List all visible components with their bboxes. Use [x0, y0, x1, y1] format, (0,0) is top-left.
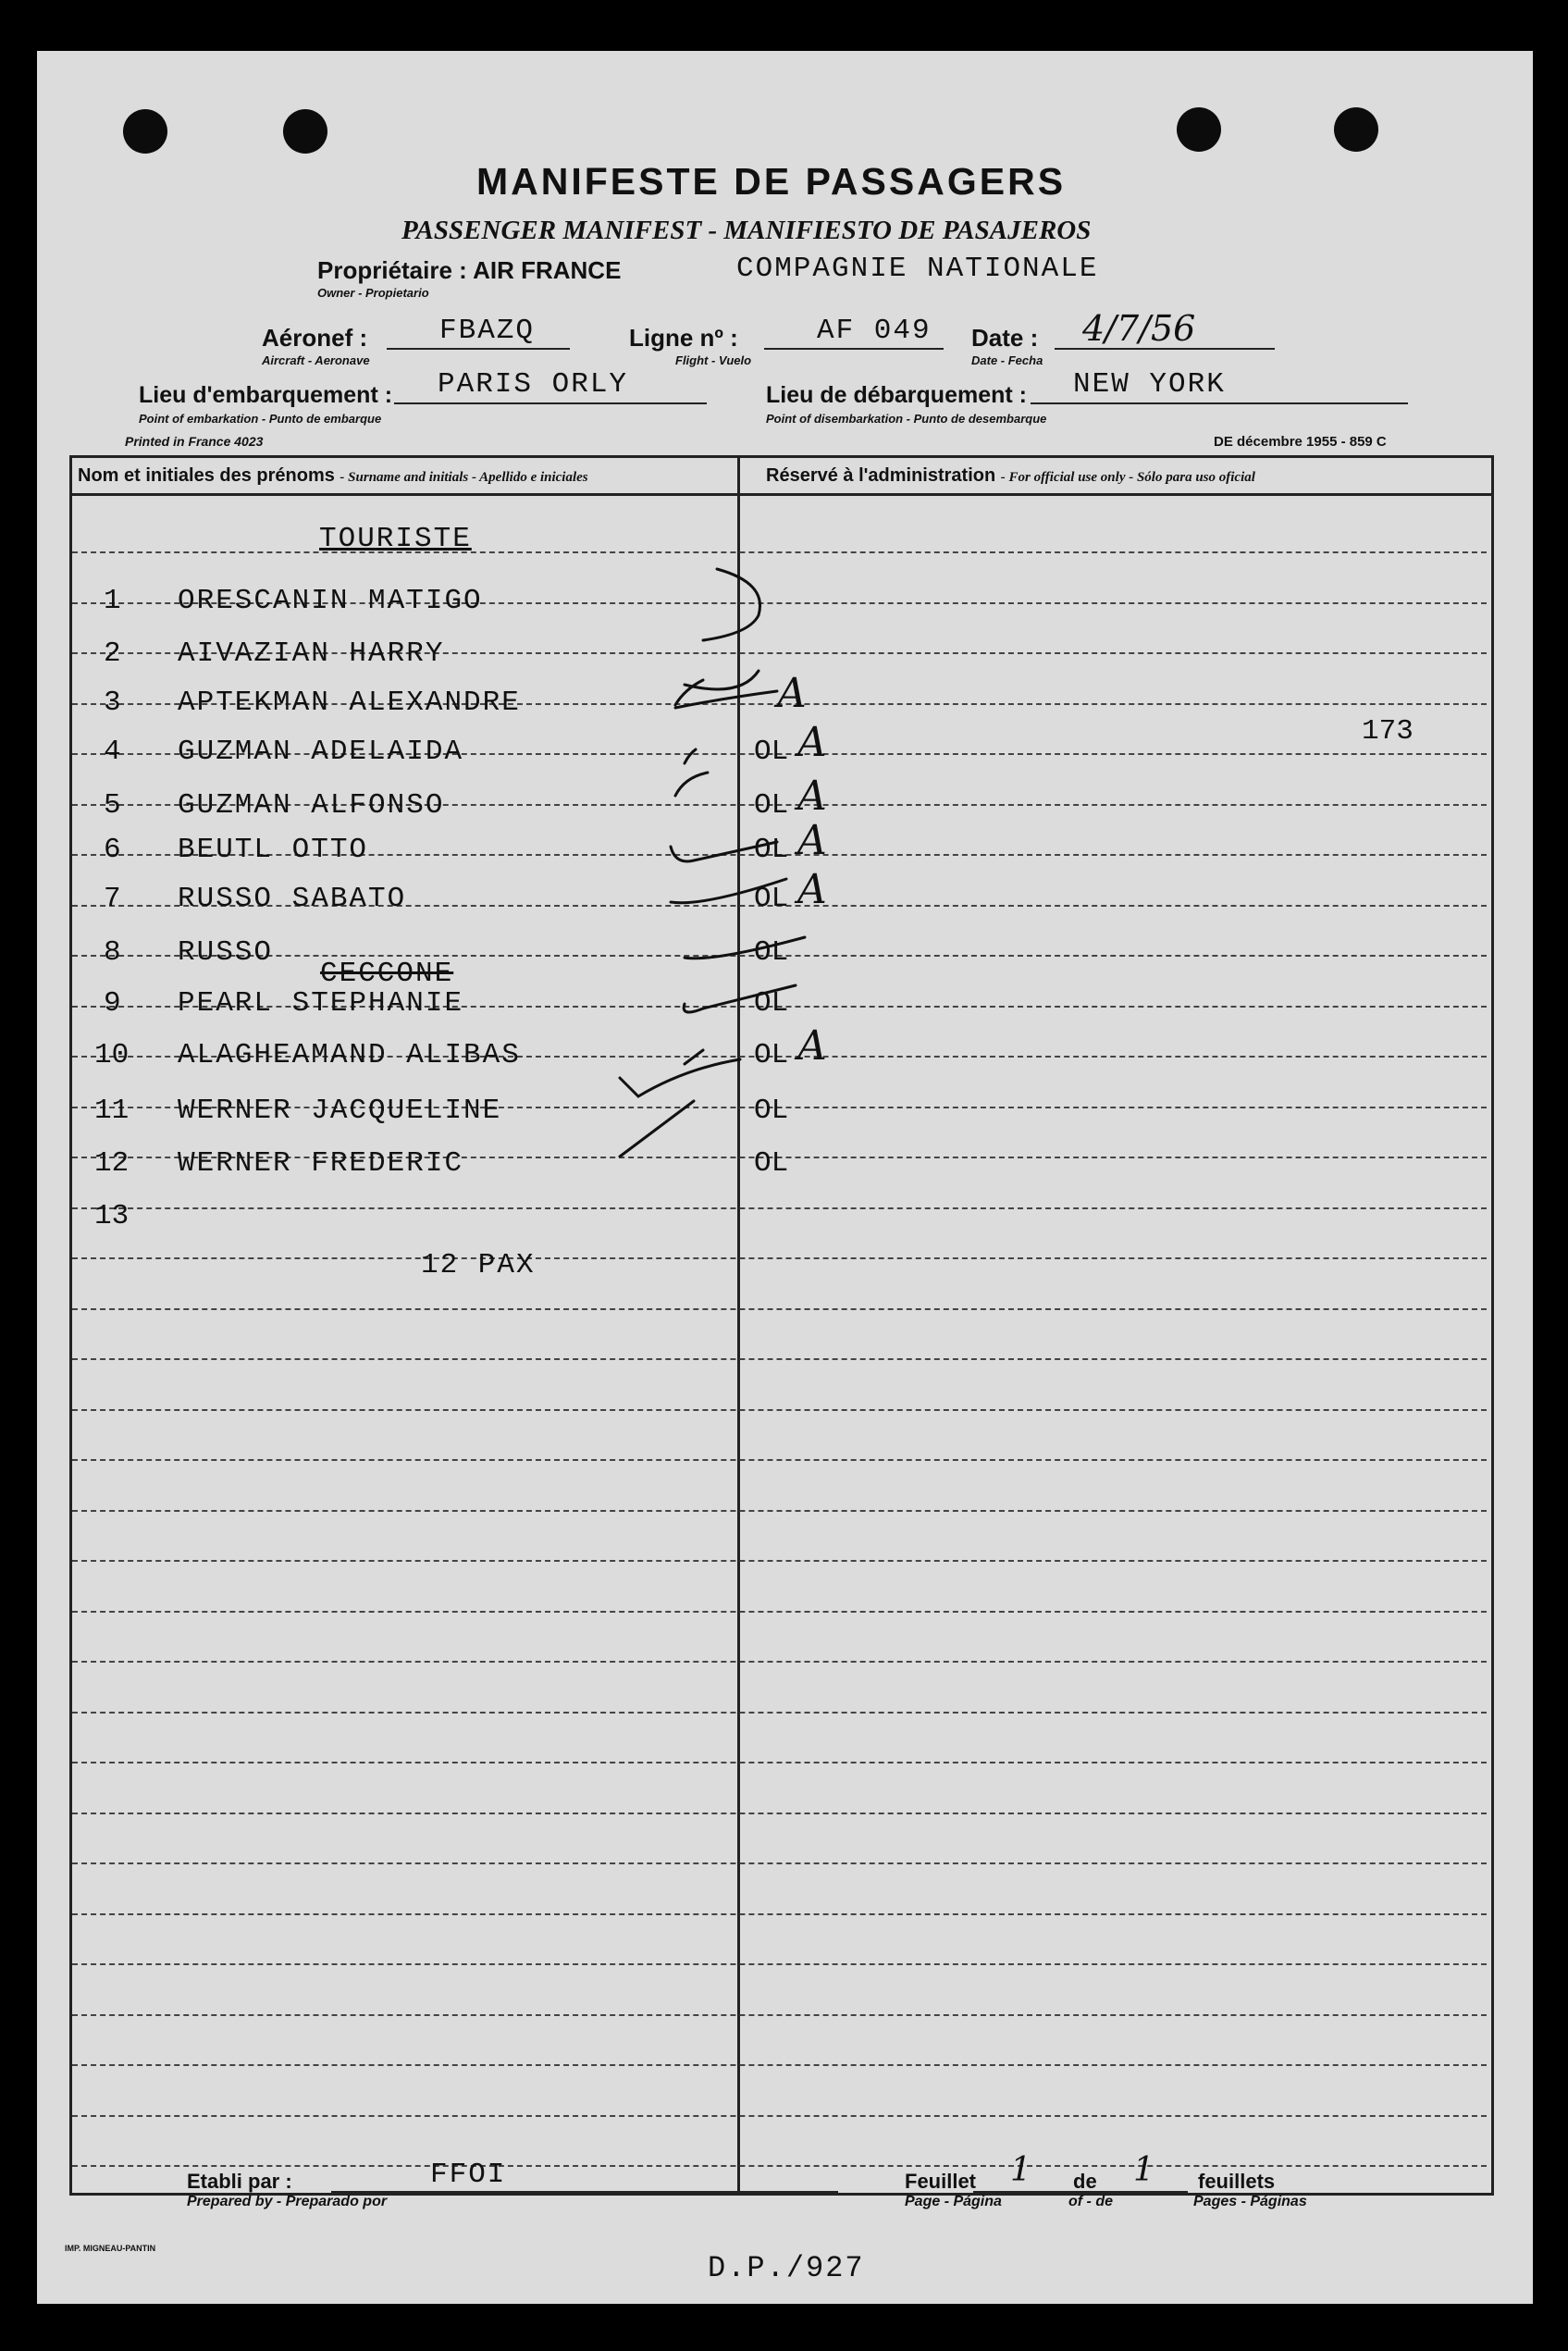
manifest-title: MANIFESTE DE PASSAGERS — [476, 160, 1067, 203]
official-note: OL — [754, 883, 789, 915]
page-sublabel: Page - Página — [905, 2194, 1002, 2209]
official-note: OL — [754, 1147, 789, 1180]
official-note: OL — [754, 936, 789, 969]
check-mark — [703, 569, 760, 640]
column-head-names-sub: - Surname and initials - Apellido e iniciales — [340, 470, 588, 485]
of-label: de — [1073, 2170, 1097, 2193]
check-marks — [37, 51, 1533, 2304]
handwritten-mark: A — [797, 866, 827, 913]
handwritten-mark: A — [797, 773, 827, 820]
struck-name: CECCONE — [320, 958, 454, 990]
passenger-number: 4 — [104, 736, 121, 768]
passenger-number: 5 — [104, 789, 121, 822]
owner-label: Propriétaire : AIR FRANCE — [317, 256, 622, 284]
of-value: 1 — [1133, 2151, 1154, 2189]
embark-label: Lieu d'embarquement : — [139, 382, 393, 408]
official-note: OL — [754, 987, 789, 1020]
passenger-number: 10 — [94, 1039, 130, 1071]
manifest-subtitle: PASSENGER MANIFEST - MANIFIESTO DE PASAJEROS — [401, 216, 1092, 245]
check-mark — [685, 671, 759, 689]
passenger-number: 7 — [104, 883, 121, 915]
passenger-name: RUSSO — [178, 936, 274, 969]
flight-sublabel: Flight - Vuelo — [675, 353, 752, 367]
of-sublabel: of - de — [1068, 2194, 1113, 2209]
passenger-number: 11 — [94, 1095, 130, 1127]
aircraft-label: Aéronef : — [262, 324, 368, 352]
page-value: 1 — [1010, 2151, 1031, 2189]
check-mark — [685, 937, 805, 959]
check-mark — [620, 1101, 694, 1157]
official-note: OL — [754, 1095, 789, 1127]
date-sublabel: Date - Fecha — [971, 353, 1043, 367]
check-mark — [684, 985, 796, 1012]
passenger-name: ALAGHEAMAND ALIBAS — [178, 1039, 521, 1071]
handwritten-mark: A — [797, 817, 827, 864]
passenger-number: 13 — [94, 1200, 130, 1232]
form-code: DE décembre 1955 - 859 C — [1214, 434, 1387, 450]
date-value: 4/7/56 — [1082, 308, 1196, 349]
official-note: OL — [754, 789, 789, 822]
printed-note: Printed in France 4023 — [125, 434, 264, 449]
prepared-underline — [331, 2191, 838, 2193]
column-head-official-sub: - For official use only - Sólo para uso oficial — [1000, 470, 1255, 485]
prepared-label: Etabli par : — [187, 2170, 292, 2193]
passenger-name: RUSSO SABATO — [178, 883, 407, 915]
passenger-name: WERNER JACQUELINE — [178, 1095, 502, 1127]
passenger-name: ORESCANIN MATIGO — [178, 585, 483, 617]
prepared-value: FFOI — [430, 2159, 507, 2191]
passenger-name: GUZMAN ADELAIDA — [178, 736, 464, 768]
passenger-number: 3 — [104, 687, 121, 719]
handwritten-mark: A — [797, 719, 827, 766]
passenger-number: 9 — [104, 987, 121, 1020]
aircraft-sublabel: Aircraft - Aeronave — [262, 353, 370, 367]
passenger-name: PEARL STEPHANIE — [178, 987, 464, 1020]
flight-label: Ligne nº : — [629, 324, 738, 352]
official-number: 173 — [1362, 715, 1414, 748]
handwritten-mark: A — [797, 1022, 827, 1070]
passenger-number: 1 — [104, 585, 121, 617]
passenger-name: WERNER FREDERIC — [178, 1147, 464, 1180]
column-head-names-label: Nom et initiales des prénoms — [78, 465, 335, 486]
passenger-name: APTEKMAN ALEXANDRE — [178, 687, 521, 719]
class-label: TOURISTE — [319, 523, 472, 555]
document-reference: D.P./927 — [708, 2251, 865, 2285]
pages-sublabel: Pages - Páginas — [1193, 2194, 1307, 2209]
manifest-sheet — [37, 51, 1533, 2304]
prepared-sublabel: Prepared by - Preparado por — [187, 2194, 388, 2209]
disembark-label: Lieu de débarquement : — [766, 382, 1027, 408]
printer-imprint: IMP. MIGNEAU-PANTIN — [65, 2244, 156, 2253]
page-label: Feuillet — [905, 2170, 977, 2193]
official-note: OL — [754, 1039, 789, 1071]
handwritten-mark: A — [777, 670, 807, 717]
embark-sublabel: Point of embarkation - Punto de embarque — [139, 412, 382, 426]
passenger-number: 8 — [104, 936, 121, 969]
passenger-name: BEUTL OTTO — [178, 834, 369, 866]
check-mark — [671, 842, 777, 861]
pages-label: feuillets — [1198, 2170, 1276, 2193]
owner-sublabel: Owner - Propietario — [317, 286, 429, 300]
embark-value: PARIS ORLY — [438, 368, 629, 401]
passenger-name: AIVAZIAN HARRY — [178, 637, 445, 670]
disembark-sublabel: Point of disembarkation - Punto de desembarque — [766, 412, 1047, 426]
passenger-name: GUZMAN ALFONSO — [178, 789, 445, 822]
date-label: Date : — [971, 324, 1039, 352]
official-note: OL — [754, 736, 789, 768]
check-mark — [675, 680, 777, 708]
check-mark — [671, 879, 786, 903]
passenger-number: 12 — [94, 1147, 130, 1180]
page-underline — [973, 2191, 1188, 2193]
column-head-official-label: Réservé à l'administration — [766, 465, 996, 486]
check-mark — [675, 773, 708, 796]
passenger-number: 2 — [104, 637, 121, 670]
flight-value: AF 049 — [817, 315, 932, 347]
check-mark — [620, 1050, 740, 1096]
passenger-number: 6 — [104, 834, 121, 866]
aircraft-value: FBAZQ — [439, 315, 536, 347]
total-pax: 12 PAX — [421, 1249, 536, 1281]
disembark-value: NEW YORK — [1073, 368, 1226, 401]
check-mark — [685, 749, 696, 763]
owner-value: COMPAGNIE NATIONALE — [736, 253, 1099, 285]
official-note: OL — [754, 834, 789, 866]
